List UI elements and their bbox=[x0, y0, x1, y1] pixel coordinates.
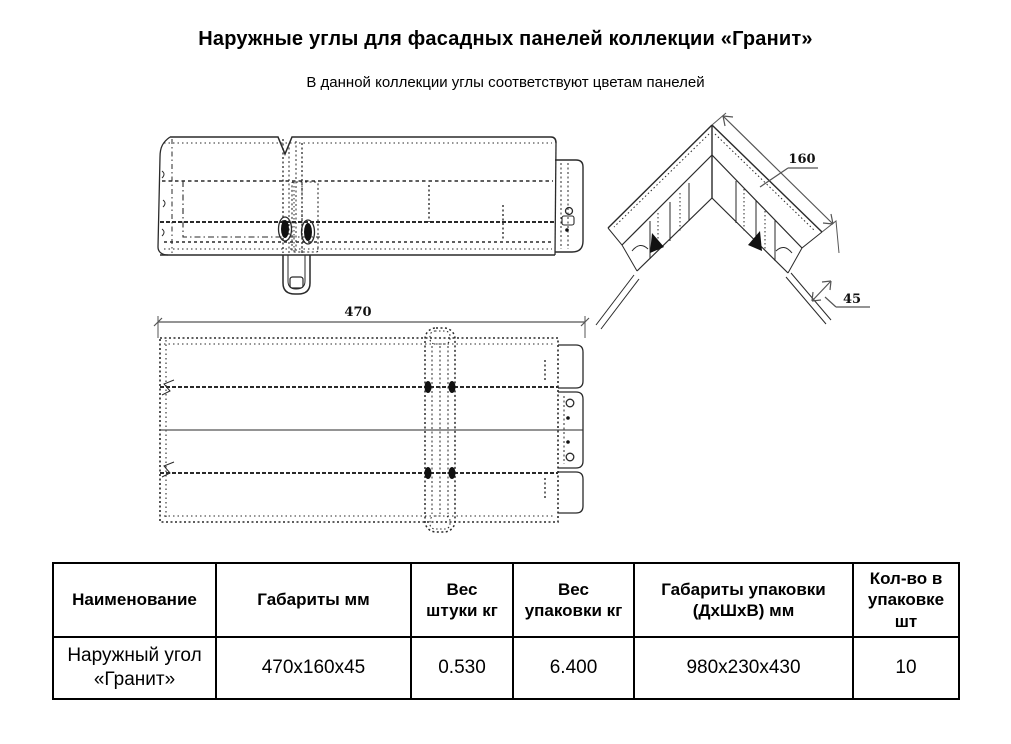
header-pack-quantity: Кол-во в упаковке шт bbox=[853, 563, 959, 637]
dim-label-470: 470 bbox=[344, 305, 372, 320]
cell-unit-weight: 0.530 bbox=[411, 637, 513, 699]
cell-pack-quantity: 10 bbox=[853, 637, 959, 699]
front-view-seam bbox=[279, 139, 319, 253]
page-subtitle: В данной коллекции углы соответствуют цветам панелей bbox=[306, 74, 705, 91]
spec-table-header-row bbox=[53, 563, 959, 637]
top-view-left-hooks bbox=[162, 380, 174, 477]
spec-table-row bbox=[53, 637, 959, 699]
dim-label-45: 45 bbox=[842, 292, 862, 307]
front-view-hatch-rows bbox=[160, 143, 555, 249]
cell-dimensions: 470х160х45 bbox=[216, 637, 411, 699]
top-view-rows bbox=[160, 360, 583, 500]
header-dimensions: Габариты мм bbox=[216, 563, 411, 637]
front-view-right-tab bbox=[555, 160, 583, 252]
spec-table bbox=[52, 562, 960, 700]
cell-name: Наружный угол «Гранит» bbox=[53, 637, 216, 699]
isometric-view-drawing bbox=[592, 103, 927, 328]
header-unit-weight: Вес штуки кг bbox=[411, 563, 513, 637]
top-view-right-tabs bbox=[558, 345, 583, 513]
top-view-drawing bbox=[150, 300, 620, 540]
dim-label-160: 160 bbox=[788, 152, 816, 167]
header-pack-dimensions: Габариты упаковки (ДхШхВ) мм bbox=[634, 563, 853, 637]
cell-pack-weight: 6.400 bbox=[513, 637, 634, 699]
page-title: Наружные углы для фасадных панелей коллекции «Гранит» bbox=[198, 28, 813, 50]
iso-dim-45 bbox=[812, 281, 870, 307]
cell-pack-dimensions: 980х230х430 bbox=[634, 637, 853, 699]
header-name: Наименование bbox=[53, 563, 216, 637]
front-view-drawing bbox=[150, 113, 600, 313]
header-pack-weight: Вес упаковки кг bbox=[513, 563, 634, 637]
front-view-clip bbox=[283, 255, 310, 294]
